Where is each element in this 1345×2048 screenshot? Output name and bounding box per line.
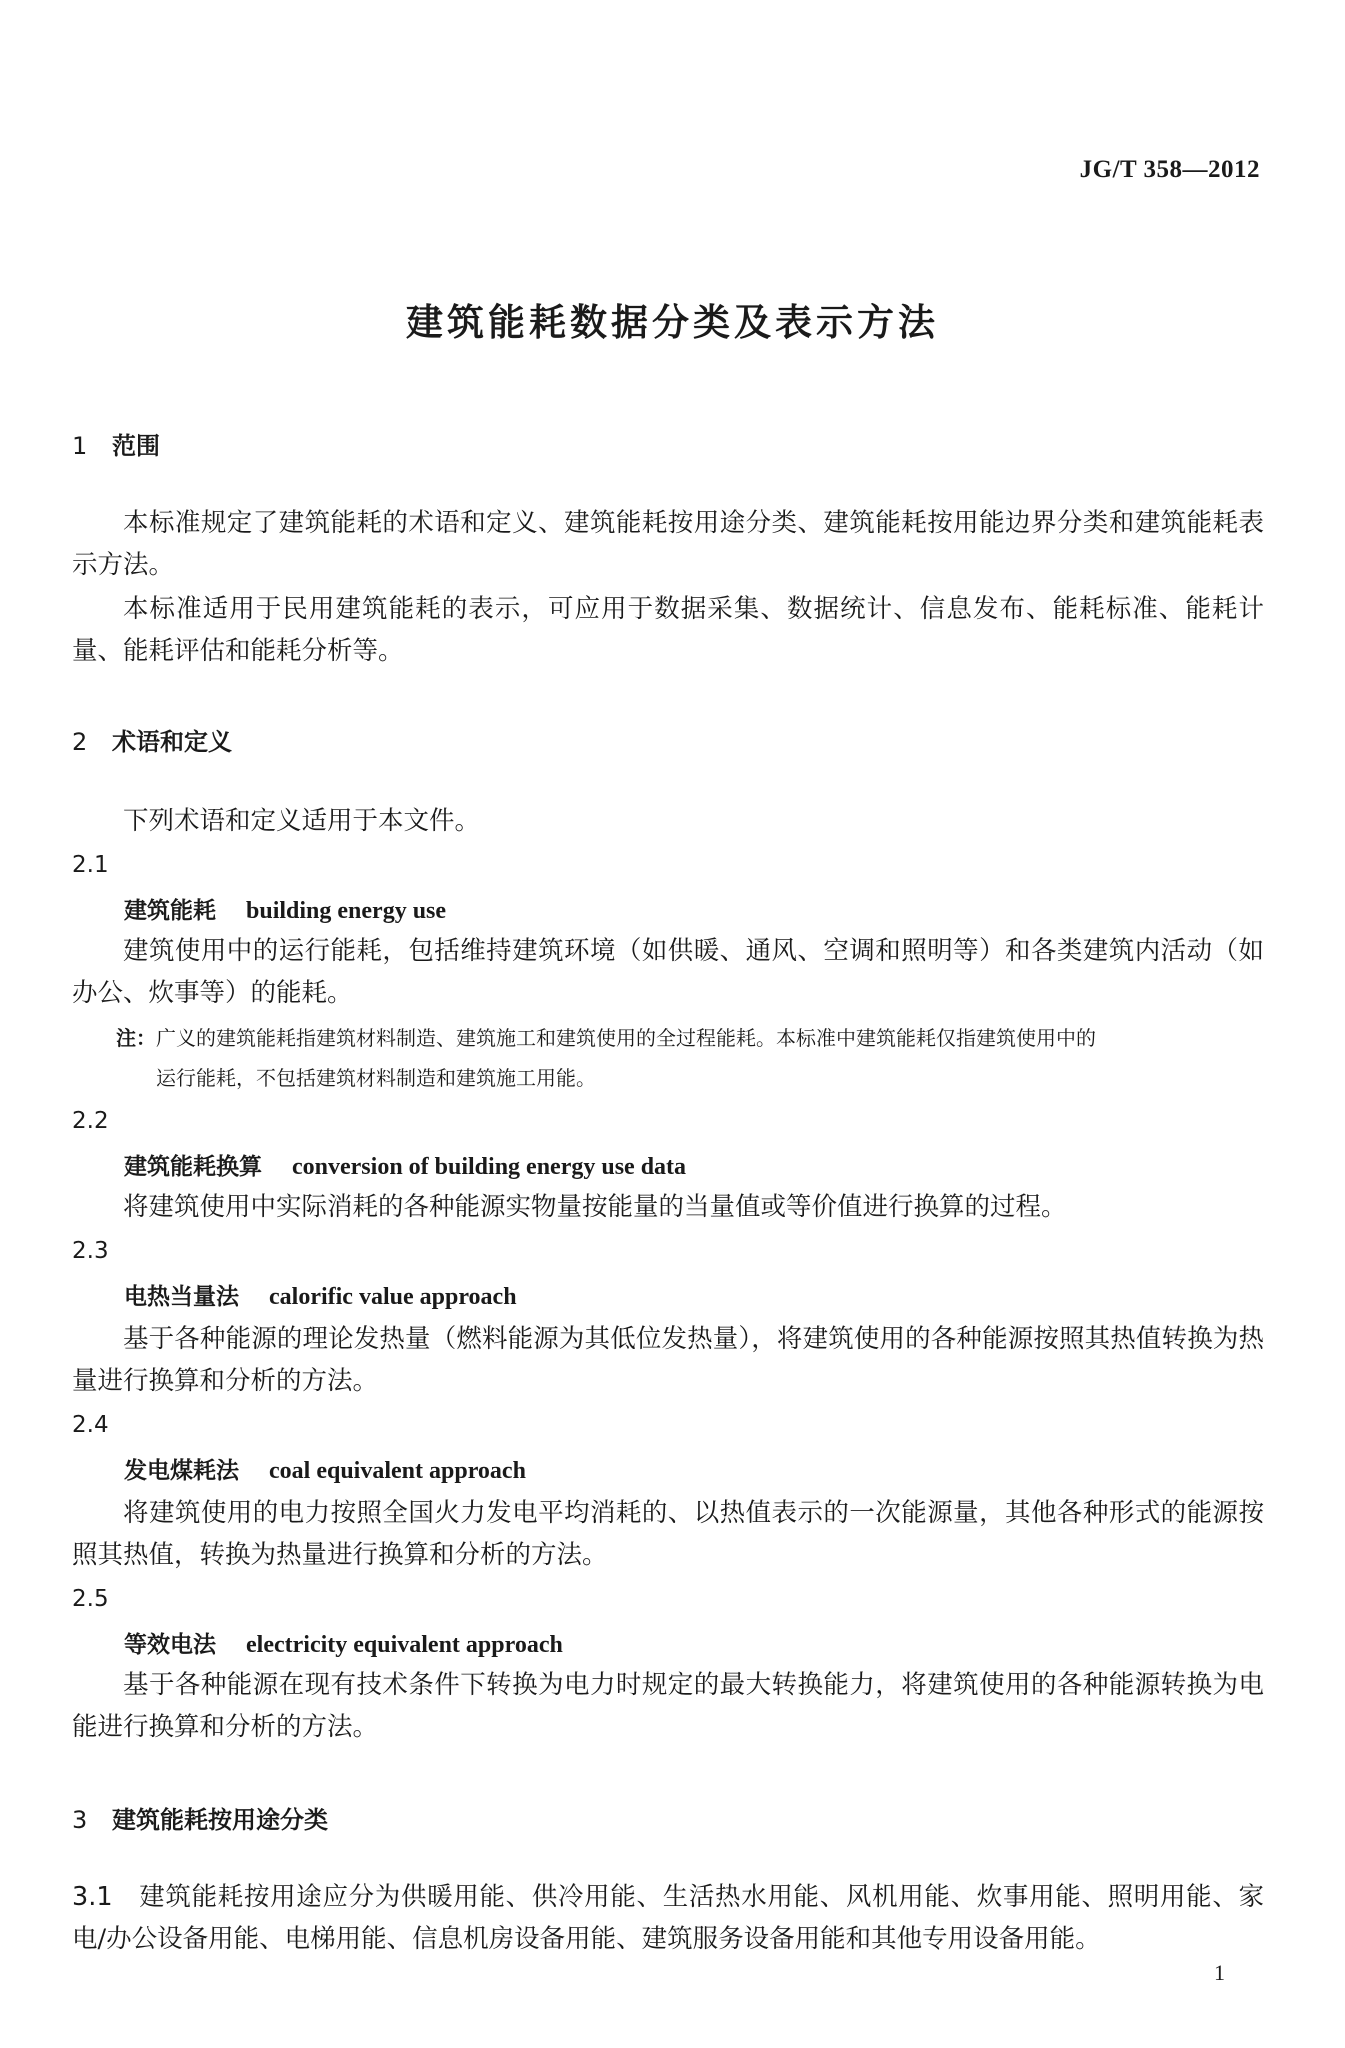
term-definition: 将建筑使用中实际消耗的各种能源实物量按能量的当量值或等价值进行换算的过程。	[123, 1192, 1067, 1222]
document-title: 建筑能耗数据分类及表示方法	[406, 301, 939, 344]
clause-number: 2.3	[72, 1238, 109, 1264]
note-text: 运行能耗，不包括建筑材料制造和建筑施工用能。	[156, 1066, 596, 1090]
term-heading	[124, 1148, 686, 1181]
term-heading	[124, 892, 446, 925]
term-definition: 基于各种能源的理论发热量（燃料能源为其低位发热量），将建筑使用的各种能源按照其热值转换为热量进行换算和分析的方法。	[72, 1324, 1264, 1396]
section-number: 2	[72, 728, 88, 756]
term-chinese: 等效电法	[124, 1632, 216, 1658]
clause-number: 2.1	[72, 852, 109, 878]
term-chinese: 建筑能耗	[124, 898, 216, 924]
term-heading	[124, 1452, 526, 1485]
term-heading	[124, 1626, 563, 1659]
clause-text: 建筑能耗按用途应分为供暖用能、供冷用能、生活热水用能、风机用能、炊事用能、照明用能、家电/办公设备用能、电梯用能、信息机房设备用能、建筑服务设备用能和其他专用设备用能。	[72, 1882, 1264, 1954]
clause-number: 2.5	[72, 1586, 109, 1612]
section-number: 3	[72, 1806, 88, 1834]
term-chinese: 建筑能耗换算	[124, 1154, 262, 1180]
section-1-paragraph-1: 本标准规定了建筑能耗的术语和定义、建筑能耗按用途分类、建筑能耗按用能边界分类和建筑能耗表示方法。	[72, 508, 1264, 580]
term-definition: 基于各种能源在现有技术条件下转换为电力时规定的最大转换能力，将建筑使用的各种能源转换为电能进行换算和分析的方法。	[72, 1670, 1264, 1742]
term-english: calorific value approach	[269, 1284, 517, 1310]
section-1-paragraph-2: 本标准适用于民用建筑能耗的表示，可应用于数据采集、数据统计、信息发布、能耗标准、能耗计量、能耗评估和能耗分析等。	[72, 594, 1264, 666]
term-definition: 将建筑使用的电力按照全国火力发电平均消耗的、以热值表示的一次能源量，其他各种形式的能源按照其热值，转换为热量进行换算和分析的方法。	[72, 1498, 1264, 1570]
clause-number: 2.2	[72, 1108, 109, 1134]
term-chinese: 发电煤耗法	[124, 1458, 239, 1484]
term-note	[116, 1018, 1264, 1098]
note-text: 广义的建筑能耗指建筑材料制造、建筑施工和建筑使用的全过程能耗。本标准中建筑能耗仅指建筑使用中的	[156, 1026, 1096, 1050]
section-3-heading	[72, 1800, 328, 1835]
section-title: 范围	[112, 432, 160, 460]
term-english: coal equivalent approach	[269, 1458, 526, 1484]
clause-number: 2.4	[72, 1412, 109, 1438]
term-english: building energy use	[246, 898, 447, 924]
section-title: 建筑能耗按用途分类	[112, 1806, 328, 1834]
page-number: 1	[1214, 1960, 1225, 1985]
term-english: conversion of building energy use data	[292, 1154, 687, 1180]
term-english: electricity equivalent approach	[246, 1632, 563, 1658]
clause-3-1	[72, 1876, 1264, 1960]
term-definition: 建筑使用中的运行能耗，包括维持建筑环境（如供暖、通风、空调和照明等）和各类建筑内活动（如办公、炊事等）的能耗。	[72, 936, 1264, 1008]
standard-code: JG/T 358—2012	[1079, 156, 1260, 183]
section-1-heading	[72, 426, 160, 461]
section-2-heading	[72, 722, 232, 757]
section-title: 术语和定义	[112, 728, 232, 756]
note-label: 注：	[116, 1026, 156, 1050]
section-2-intro: 下列术语和定义适用于本文件。	[123, 806, 481, 836]
section-number: 1	[72, 432, 88, 460]
term-chinese: 电热当量法	[124, 1284, 239, 1310]
term-heading	[124, 1278, 517, 1311]
clause-number: 3.1	[72, 1882, 113, 1912]
